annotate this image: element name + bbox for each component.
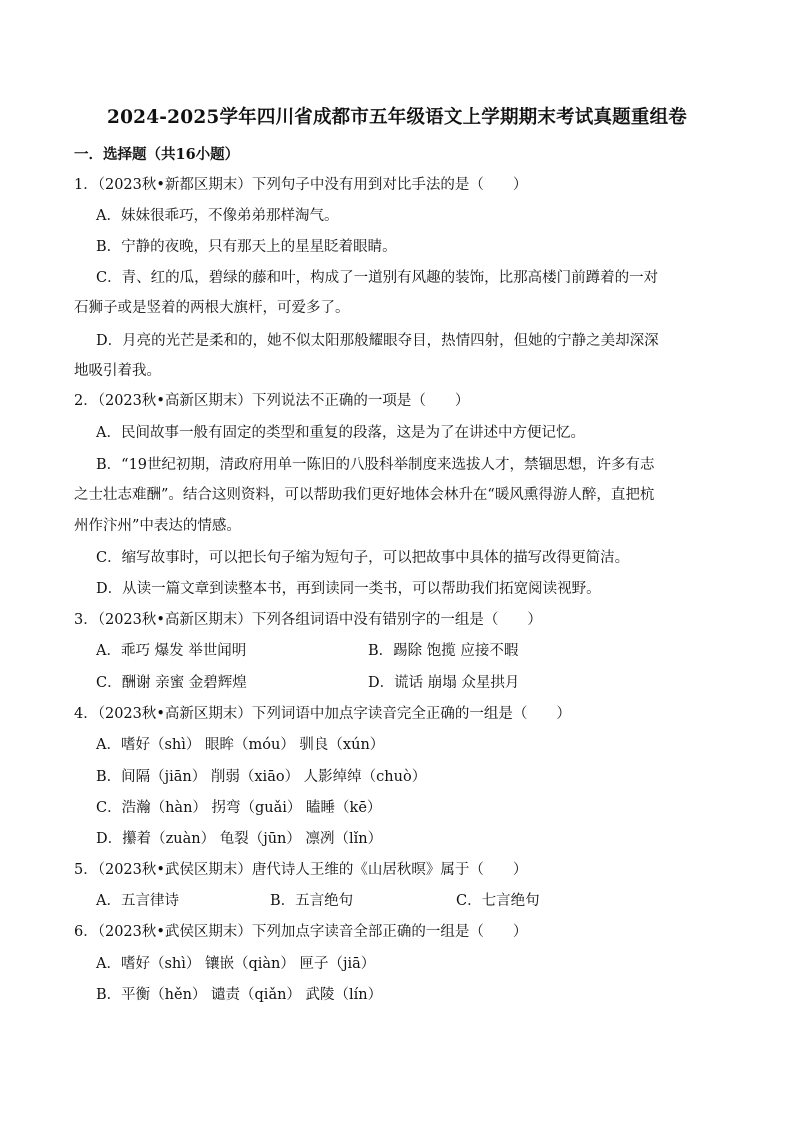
- question-2-option-b-continued-2: 州作汴州”中表达的情感。: [74, 518, 241, 534]
- question-6-stem: 6．（2023秋•武侯区期末）下列加点字读音全部正确的一组是（ ）: [74, 924, 528, 940]
- question-3-option-b[interactable]: B．踢除 饱揽 应接不暇: [368, 643, 519, 659]
- question-4-option-b[interactable]: B．间隔（jiān） 削弱（xiāo） 人影绰绰（chuò）: [96, 769, 427, 785]
- question-1-option-a[interactable]: A．妹妹很乖巧，不像弟弟那样淘气。: [96, 208, 339, 224]
- question-2-option-d[interactable]: D．从读一篇文章到读整本书，再到读同一类书，可以帮助我们拓宽阅读视野。: [96, 581, 601, 597]
- question-6-option-b[interactable]: B．平衡（hěn） 谴责（qiǎn） 武陵（lín）: [96, 987, 383, 1003]
- question-2-option-b-continued-1: 之士壮志难酬”。结合这则资料，可以帮助我们更好地体会林升在“暖风熏得游人醉，直把杭: [74, 487, 655, 503]
- question-3-option-d[interactable]: D．谎话 崩塌 众星拱月: [368, 675, 520, 691]
- question-4-stem: 4．（2023秋•高新区期末）下列词语中加点字读音完全正确的一组是（ ）: [74, 706, 571, 722]
- section-heading: 一．选择题（共16小题）: [74, 146, 240, 163]
- question-1-option-c-continued: 石狮子或是竖着的两根大旗杆，可爱多了。: [74, 300, 350, 316]
- question-1-option-c[interactable]: C．青、红的瓜，碧绿的藤和叶，构成了一道别有风趣的装饰，比那高楼门前蹲着的一对: [96, 270, 659, 286]
- question-2-stem: 2．（2023秋•高新区期末）下列说法不正确的一项是（ ）: [74, 393, 470, 409]
- question-5-option-c[interactable]: C．七言绝句: [456, 893, 540, 909]
- question-4-option-c[interactable]: C．浩瀚（hàn） 拐弯（guǎi） 瞌睡（kē）: [96, 800, 382, 816]
- question-1-option-b[interactable]: B．宁静的夜晚，只有那天上的星星眨着眼睛。: [96, 239, 397, 255]
- question-5-option-b[interactable]: B．五言绝句: [270, 893, 354, 909]
- question-1-option-d[interactable]: D．月亮的光芒是柔和的，她不似太阳那般耀眼夺目，热情四射，但她的宁静之美却深深: [96, 333, 659, 349]
- question-2-option-c[interactable]: C．缩写故事时，可以把长句子缩为短句子，可以把故事中具体的描写改得更简洁。: [96, 550, 630, 566]
- question-4-option-d[interactable]: D．攥着（zuàn） 龟裂（jūn） 凛冽（lǐn）: [96, 831, 383, 847]
- question-2-option-b[interactable]: B．“19世纪初期，清政府用单一陈旧的八股科举制度来选拔人才，禁锢思想，许多有志: [96, 457, 655, 473]
- question-1-option-d-continued: 地吸引着我。: [74, 363, 161, 379]
- question-6-option-a[interactable]: A．嗜好（shì） 镶嵌（qiàn） 匣子（jiā）: [96, 956, 376, 972]
- question-3-option-a[interactable]: A．乖巧 爆发 举世闻明: [96, 643, 247, 659]
- question-1-stem: 1．（2023秋•新都区期末）下列句子中没有用到对比手法的是（ ）: [74, 177, 528, 193]
- question-2-option-a[interactable]: A．民间故事一般有固定的类型和重复的段落，这是为了在讲述中方便记忆。: [96, 425, 585, 441]
- question-5-option-a[interactable]: A．五言律诗: [96, 893, 179, 909]
- question-3-option-c[interactable]: C．酬谢 亲蜜 金碧辉煌: [96, 675, 247, 691]
- question-5-stem: 5．（2023秋•武侯区期末）唐代诗人王维的《山居秋暝》属于（ ）: [74, 862, 528, 878]
- question-3-stem: 3．（2023秋•高新区期末）下列各组词语中没有错别字的一组是（ ）: [74, 612, 542, 628]
- page-title: 2024-2025学年四川省成都市五年级语文上学期期末考试真题重组卷: [107, 107, 687, 128]
- question-4-option-a[interactable]: A．嗜好（shì） 眼眸（móu） 驯良（xún）: [96, 737, 385, 753]
